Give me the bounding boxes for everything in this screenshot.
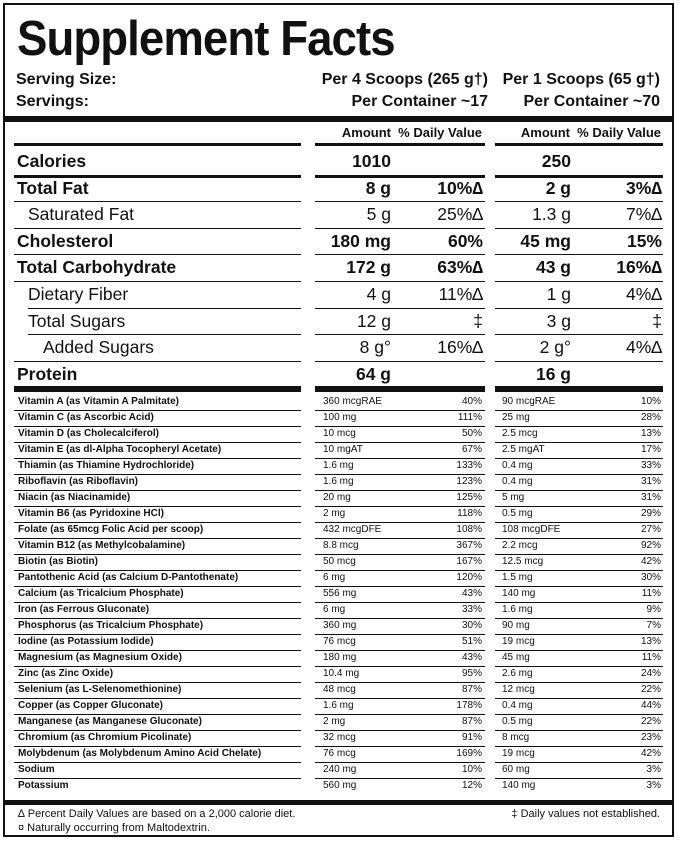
macro-row	[5, 361, 676, 388]
nutrient-amount-4: 10 mgAT	[323, 444, 363, 455]
nutrient-dv-1: 92%	[640, 540, 661, 551]
nutrient-dv-4: 50%	[461, 428, 482, 439]
daily-value-header-1: % Daily Value	[577, 125, 661, 140]
nutrient-row	[5, 746, 676, 762]
nutrient-amount-1: 25 mg	[502, 412, 530, 423]
nutrient-dv-1: 42%	[640, 556, 661, 567]
nutrient-dv-1: 9%	[646, 604, 661, 615]
nutrient-dv-4: 178%	[456, 700, 482, 711]
macro-name: Protein	[17, 363, 78, 384]
nutrient-dv-1: 17%	[640, 444, 661, 455]
macro-dv-4: 60%	[447, 230, 483, 251]
macro-dv-1: ‡	[652, 310, 662, 331]
nutrient-dv-1: 28%	[640, 412, 661, 423]
nutrient-name: Riboflavin (as Riboflavin)	[18, 476, 139, 487]
nutrient-amount-4: 20 mg	[323, 492, 351, 503]
nutrient-dv-1: 27%	[640, 524, 661, 535]
nutrient-amount-1: 2.5 mgAT	[502, 444, 545, 455]
nutrient-row	[5, 586, 676, 602]
footnote-not-established: ‡ Daily values not established.	[511, 808, 660, 820]
macro-row	[5, 175, 676, 202]
nutrient-name: Vitamin D (as Cholecalciferol)	[18, 428, 159, 439]
nutrient-dv-1: 24%	[640, 668, 661, 679]
nutrient-dv-1: 7%	[646, 620, 661, 631]
nutrient-dv-1: 22%	[640, 716, 661, 727]
macro-name: Total Carbohydrate	[17, 257, 177, 278]
nutrient-amount-4: 100 mg	[323, 412, 357, 423]
nutrient-amount-4: 1.6 mg	[323, 476, 354, 487]
nutrient-name: Molybdenum (as Molybdenum Amino Acid Chelate)	[18, 748, 262, 759]
nutrient-name: Biotin (as Biotin)	[18, 556, 98, 567]
nutrient-dv-4: 40%	[461, 396, 482, 407]
nutrient-dv-1: 22%	[640, 684, 661, 695]
nutrient-dv-4: 123%	[456, 476, 482, 487]
nutrient-amount-1: 0.4 mg	[502, 476, 533, 487]
macro-amount-4: 64 g	[355, 363, 391, 384]
nutrient-dv-1: 3%	[646, 780, 661, 791]
nutrient-row	[5, 538, 676, 554]
nutrient-row	[5, 442, 676, 458]
servings-label: Servings:	[16, 93, 89, 110]
macro-row	[5, 308, 676, 335]
nutrient-row	[5, 618, 676, 634]
nutrient-row	[5, 490, 676, 506]
macro-amount-1: 2 g	[545, 177, 571, 198]
nutrient-dv-4: 133%	[456, 460, 482, 471]
nutrient-row	[5, 666, 676, 682]
nutrient-dv-4: 111%	[457, 412, 482, 423]
nutrient-dv-4: 91%	[461, 732, 482, 743]
macro-name: Calories	[17, 151, 87, 171]
nutrient-amount-4: 6 mg	[323, 604, 346, 615]
nutrient-amount-1: 90 mg	[502, 620, 530, 631]
nutrient-row	[5, 554, 676, 570]
nutrient-amount-4: 10 mcg	[323, 428, 356, 439]
macro-amount-4: 8 g°	[359, 337, 391, 358]
nutrient-name: Iron (as Ferrous Gluconate)	[18, 604, 150, 615]
nutrient-dv-4: 43%	[461, 588, 482, 599]
nutrient-amount-4: 76 mcg	[323, 636, 356, 647]
nutrient-row	[5, 394, 676, 410]
footnote-daily-values: ∆ Percent Daily Values are based on a 2,000 calorie diet.	[18, 808, 296, 820]
macro-amount-1: 250	[541, 151, 571, 171]
thick-rule-col1	[495, 386, 663, 392]
nutrient-name: Chromium (as Chromium Picolinate)	[18, 732, 192, 743]
nutrient-dv-1: 29%	[640, 508, 661, 519]
footnote-maltodextrin: ¤ Naturally occurring from Maltodextrin.	[18, 822, 210, 834]
serving-size-label: Serving Size:	[16, 71, 117, 88]
nutrient-dv-1: 44%	[640, 700, 661, 711]
nutrient-amount-1: 1.5 mg	[502, 572, 533, 583]
macro-amount-4: 172 g	[346, 257, 391, 278]
nutrient-amount-1: 2.2 mcg	[502, 540, 538, 551]
nutrient-dv-1: 33%	[640, 460, 661, 471]
header-rule-left	[14, 143, 301, 146]
macro-dv-4: ‡	[473, 310, 483, 331]
nutrient-dv-4: 33%	[461, 604, 482, 615]
nutrient-amount-4: 2 mg	[323, 508, 346, 519]
nutrient-row	[5, 650, 676, 666]
nutrient-dv-4: 169%	[456, 748, 482, 759]
macro-dv-1: 7%∆	[626, 204, 662, 225]
nutrient-amount-4: 76 mcg	[323, 748, 356, 759]
nutrient-dv-1: 13%	[640, 636, 661, 647]
nutrient-row	[5, 682, 676, 698]
nutrient-dv-4: 118%	[457, 508, 482, 519]
macro-amount-4: 4 g	[366, 284, 391, 304]
thick-rule	[5, 116, 672, 122]
nutrient-name: Folate (as 65mcg Folic Acid per scoop)	[18, 524, 204, 535]
nutrient-row	[5, 506, 676, 522]
nutrient-dv-4: 10%	[461, 764, 482, 775]
nutrient-dv-4: 120%	[456, 572, 482, 583]
nutrient-amount-4: 360 mg	[323, 620, 357, 631]
nutrient-amount-4: 6 mg	[323, 572, 346, 583]
nutrient-amount-4: 180 mg	[323, 652, 357, 663]
nutrient-amount-4: 560 mg	[323, 780, 357, 791]
macro-dv-4: 25%∆	[437, 204, 483, 225]
nutrient-name: Sodium	[18, 764, 55, 775]
macro-dv-1: 4%∆	[626, 284, 662, 304]
nutrient-amount-4: 10.4 mg	[323, 668, 360, 679]
nutrient-dv-4: 51%	[461, 636, 482, 647]
nutrient-amount-1: 8 mcg	[502, 732, 530, 743]
macro-amount-4: 8 g	[365, 177, 391, 198]
panel-title: Supplement Facts	[17, 12, 395, 66]
nutrient-dv-4: 125%	[456, 492, 482, 503]
nutrient-amount-1: 0.5 mg	[502, 716, 533, 727]
macro-row	[5, 254, 676, 281]
nutrient-row	[5, 730, 676, 746]
nutrient-name: Manganese (as Manganese Gluconate)	[18, 716, 202, 727]
macro-row	[5, 281, 676, 308]
macro-dv-4: 63%∆	[437, 257, 483, 278]
nutrient-name: Magnesium (as Magnesium Oxide)	[18, 652, 182, 663]
nutrient-dv-1: 10%	[640, 396, 661, 407]
nutrient-row	[5, 778, 676, 794]
nutrient-dv-1: 30%	[640, 572, 661, 583]
macro-amount-4: 1010	[352, 151, 391, 171]
macro-dv-1: 15%	[626, 230, 662, 251]
nutrient-amount-4: 2 mg	[323, 716, 346, 727]
nutrient-dv-1: 31%	[640, 476, 661, 487]
nutrient-dv-1: 23%	[640, 732, 661, 743]
nutrient-name: Vitamin B6 (as Pyridoxine HCl)	[18, 508, 164, 519]
nutrient-row	[5, 474, 676, 490]
nutrient-dv-4: 87%	[461, 716, 482, 727]
nutrient-row	[5, 570, 676, 586]
per-4-scoops-servings: Per Container ~17	[351, 93, 488, 110]
nutrient-dv-4: 67%	[461, 444, 482, 455]
nutrient-amount-1: 5 mg	[502, 492, 525, 503]
nutrient-name: Phosphorus (as Tricalcium Phosphate)	[18, 620, 204, 631]
nutrient-amount-1: 60 mg	[502, 764, 530, 775]
nutrient-amount-1: 2.6 mg	[502, 668, 533, 679]
nutrient-amount-4: 48 mcg	[323, 684, 356, 695]
macro-name: Added Sugars	[43, 337, 154, 358]
nutrient-name: Pantothenic Acid (as Calcium D-Pantothenate)	[18, 572, 239, 583]
nutrient-amount-4: 1.6 mg	[323, 460, 354, 471]
nutrient-dv-1: 42%	[640, 748, 661, 759]
macro-name: Cholesterol	[17, 230, 114, 251]
daily-value-header-4: % Daily Value	[398, 125, 482, 140]
nutrient-name: Vitamin C (as Ascorbic Acid)	[18, 412, 154, 423]
nutrient-row	[5, 602, 676, 618]
macro-name: Saturated Fat	[28, 204, 135, 225]
nutrient-amount-1: 19 mcg	[502, 636, 535, 647]
nutrient-amount-1: 90 mcgRAE	[502, 396, 556, 407]
nutrient-amount-4: 432 mcgDFE	[323, 524, 382, 535]
macro-dv-4: 11%∆	[438, 284, 483, 304]
nutrient-name: Thiamin (as Thiamine Hydrochloride)	[18, 460, 195, 471]
macro-row	[5, 201, 676, 228]
nutrient-dv-4: 43%	[461, 652, 482, 663]
nutrient-row	[5, 698, 676, 714]
nutrient-row	[5, 458, 676, 474]
nutrient-dv-4: 167%	[456, 556, 482, 567]
macro-amount-4: 5 g	[366, 204, 391, 225]
footer-rule	[5, 800, 672, 805]
macro-amount-4: 12 g	[356, 310, 391, 331]
macro-dv-1: 4%∆	[626, 337, 662, 358]
nutrient-amount-1: 0.5 mg	[502, 508, 533, 519]
nutrient-name: Copper (as Copper Gluconate)	[18, 700, 164, 711]
nutrient-amount-4: 1.6 mg	[323, 700, 354, 711]
thick-rule-left	[14, 386, 301, 392]
nutrient-amount-1: 12.5 mcg	[502, 556, 544, 567]
macro-row	[5, 334, 676, 361]
macro-name: Total Fat	[17, 177, 89, 198]
macro-amount-1: 45 mg	[520, 230, 571, 251]
thick-rule-col4	[315, 386, 485, 392]
nutrient-row	[5, 714, 676, 730]
nutrient-amount-1: 108 mcgDFE	[502, 524, 561, 535]
nutrient-amount-4: 240 mg	[323, 764, 357, 775]
nutrient-dv-4: 108%	[456, 524, 482, 535]
nutrient-amount-4: 8.8 mcg	[323, 540, 359, 551]
nutrient-name: Calcium (as Tricalcium Phosphate)	[18, 588, 184, 599]
per-1-scoop-servings: Per Container ~70	[523, 93, 660, 110]
macro-name: Total Sugars	[28, 310, 126, 331]
nutrient-dv-1: 11%	[641, 588, 661, 599]
nutrient-name: Vitamin A (as Vitamin A Palmitate)	[18, 396, 179, 407]
nutrient-amount-1: 0.4 mg	[502, 460, 533, 471]
nutrient-name: Selenium (as L-Selenomethionine)	[18, 684, 182, 695]
macro-amount-4: 180 mg	[330, 230, 391, 251]
nutrient-amount-1: 140 mg	[502, 780, 536, 791]
nutrient-dv-4: 87%	[461, 684, 482, 695]
macro-amount-1: 2 g°	[539, 337, 571, 358]
nutrient-name: Niacin (as Niacinamide)	[18, 492, 131, 503]
nutrient-row	[5, 522, 676, 538]
nutrient-dv-1: 31%	[640, 492, 661, 503]
nutrient-dv-1: 11%	[641, 652, 661, 663]
macro-amount-1: 1 g	[546, 284, 571, 304]
nutrient-amount-4: 360 mcgRAE	[323, 396, 382, 407]
nutrient-name: Vitamin E (as dl-Alpha Tocopheryl Acetate)	[18, 444, 222, 455]
macro-amount-1: 3 g	[546, 310, 571, 331]
amount-header-4: Amount	[341, 125, 391, 140]
macro-row	[5, 228, 676, 255]
macro-amount-1: 1.3 g	[532, 204, 571, 225]
nutrient-name: Zinc (as Zinc Oxide)	[18, 668, 114, 679]
nutrient-dv-1: 3%	[646, 764, 661, 775]
per-1-scoop-serving: Per 1 Scoops (65 g†)	[502, 71, 660, 88]
nutrient-amount-1: 0.4 mg	[502, 700, 533, 711]
macro-name: Dietary Fiber	[28, 284, 129, 304]
macro-amount-1: 43 g	[535, 257, 571, 278]
nutrient-amount-4: 556 mg	[323, 588, 357, 599]
nutrient-amount-1: 12 mcg	[502, 684, 535, 695]
nutrient-amount-1: 140 mg	[502, 588, 536, 599]
nutrient-amount-4: 32 mcg	[323, 732, 356, 743]
nutrient-name: Potassium	[18, 780, 69, 791]
nutrient-dv-4: 30%	[461, 620, 482, 631]
nutrient-dv-1: 13%	[640, 428, 661, 439]
header-rule-col1	[495, 143, 663, 146]
nutrient-dv-4: 12%	[461, 780, 482, 791]
nutrient-name: Vitamin B12 (as Methylcobalamine)	[18, 540, 186, 551]
nutrient-row	[5, 762, 676, 778]
nutrient-amount-4: 50 mcg	[323, 556, 356, 567]
macro-row	[5, 148, 676, 175]
nutrient-name: Iodine (as Potassium Iodide)	[18, 636, 154, 647]
nutrient-row	[5, 634, 676, 650]
macro-dv-4: 10%∆	[437, 177, 483, 198]
header-rule-col4	[315, 143, 485, 146]
nutrient-amount-1: 19 mcg	[502, 748, 535, 759]
nutrient-row	[5, 410, 676, 426]
per-4-scoops-serving: Per 4 Scoops (265 g†)	[321, 71, 488, 88]
nutrient-row	[5, 426, 676, 442]
nutrient-dv-4: 95%	[461, 668, 482, 679]
macro-dv-1: 16%∆	[616, 257, 662, 278]
macro-amount-1: 16 g	[535, 363, 571, 384]
macro-dv-4: 16%∆	[437, 337, 483, 358]
supplement-facts-panel	[3, 3, 674, 837]
nutrient-dv-4: 367%	[456, 540, 482, 551]
macro-dv-1: 3%∆	[626, 177, 662, 198]
nutrient-amount-1: 45 mg	[502, 652, 530, 663]
nutrient-amount-1: 1.6 mg	[502, 604, 533, 615]
amount-header-1: Amount	[520, 125, 570, 140]
nutrient-amount-1: 2.5 mcg	[502, 428, 538, 439]
